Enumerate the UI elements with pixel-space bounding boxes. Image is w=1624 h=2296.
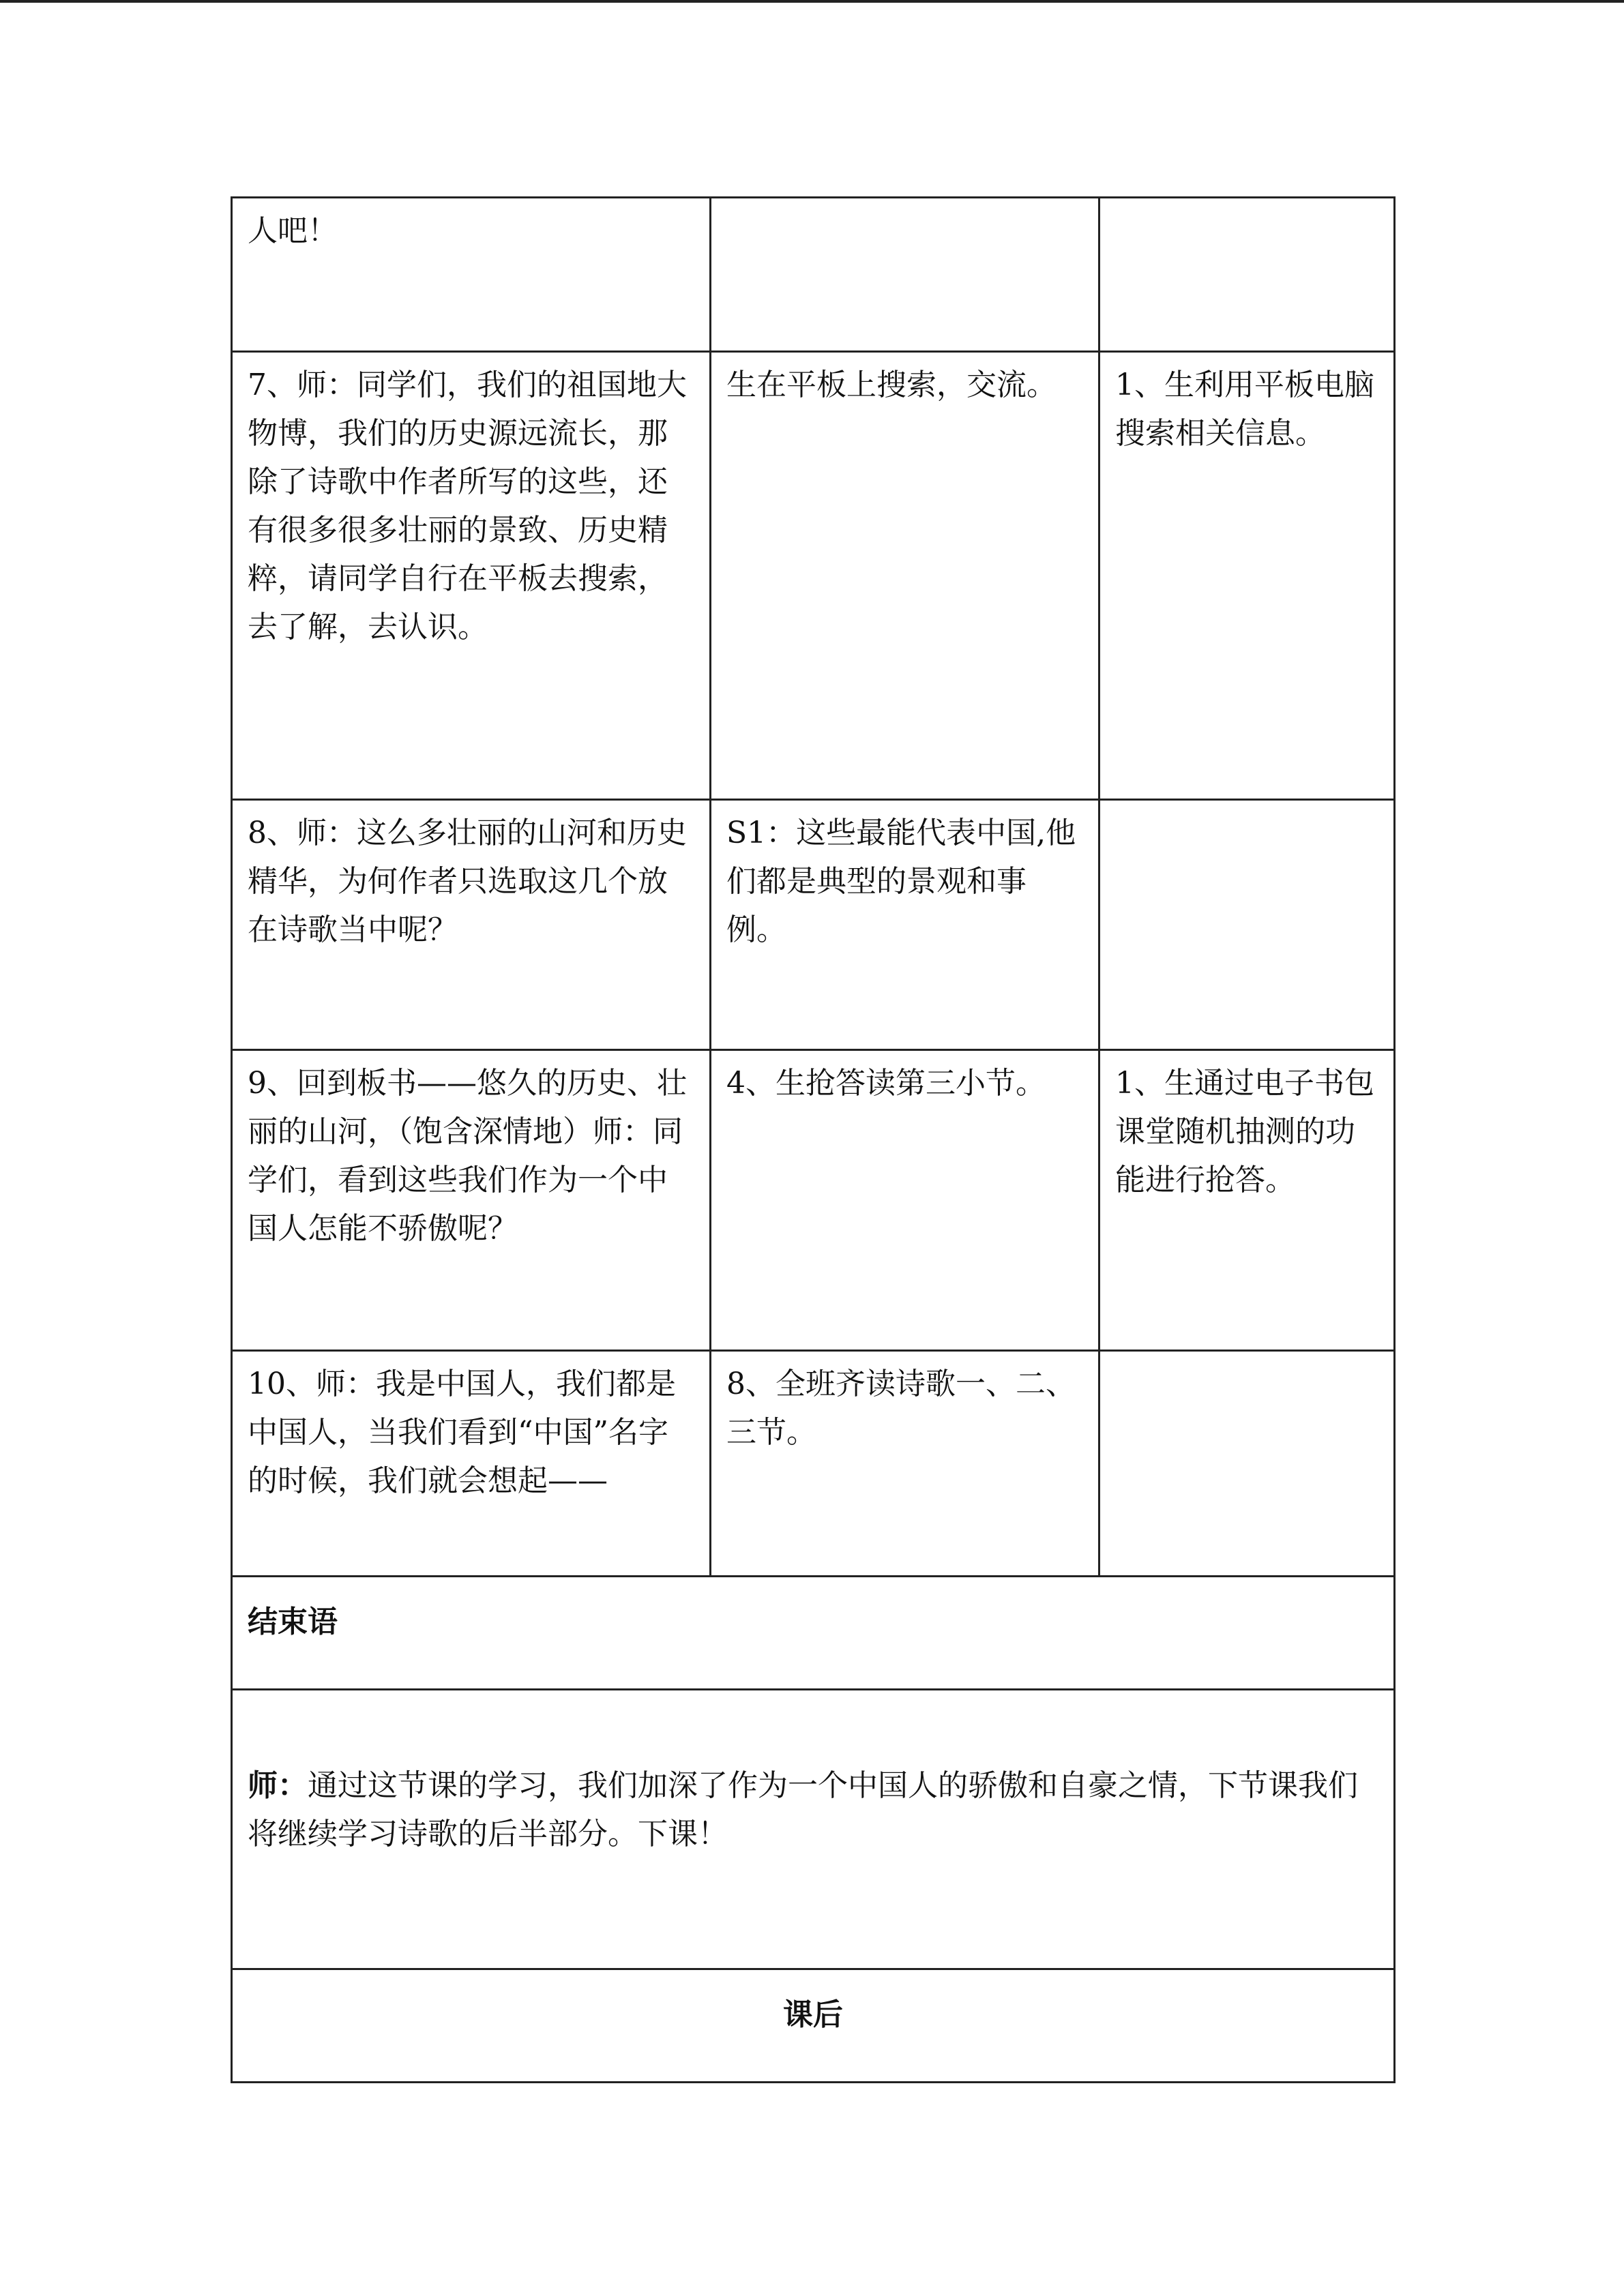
speaker-label: 师：: [248, 1768, 308, 1803]
tech-use-cell: 1、生利用平板电脑搜索相关信息。: [1099, 352, 1395, 800]
closing-heading: 结束语: [232, 1577, 1395, 1690]
teacher-activity-cell: 8、师：这么多壮丽的山河和历史精华，为何作者只选取这几个放在诗歌当中呢？: [232, 800, 711, 1050]
table-row: [232, 800, 1395, 1050]
student-activity-cell: [711, 198, 1099, 352]
after-class-row: [232, 1969, 1395, 2083]
student-activity-cell: 8、全班齐读诗歌一、二、三节。: [711, 1351, 1099, 1577]
table-row: [232, 1351, 1395, 1577]
tech-use-cell: [1099, 1351, 1395, 1577]
table-row: [232, 1050, 1395, 1351]
tech-use-cell: [1099, 800, 1395, 1050]
closing-text-row: [232, 1690, 1395, 1969]
tech-use-cell: [1099, 198, 1395, 352]
page-top-border: [0, 0, 1624, 3]
teacher-activity-cell: 7、师：同学们，我们的祖国地大物博，我们的历史源远流长，那除了诗歌中作者所写的这些，还有很多很多壮丽的景致、历史精粹，请同学自行在平板去搜索，去了解，去认识。: [232, 352, 711, 800]
teacher-activity-cell: 人吧！: [232, 198, 711, 352]
lesson-plan-table: [231, 196, 1396, 2083]
teacher-activity-cell: 9、回到板书——悠久的历史、壮丽的山河，（饱含深情地）师：同学们，看到这些我们作为一个中国人怎能不骄傲呢？: [232, 1050, 711, 1351]
tech-use-cell: 1、生通过电子书包课堂随机抽测的功能进行抢答。: [1099, 1050, 1395, 1351]
teacher-activity-cell: 10、师：我是中国人，我们都是中国人，当我们看到“中国”名字的时候，我们就会想起——: [232, 1351, 711, 1577]
table-row: [232, 352, 1395, 800]
student-activity-cell: S1：这些最能代表中国,他们都是典型的景观和事例。: [711, 800, 1099, 1050]
closing-heading-row: [232, 1577, 1395, 1690]
after-class-heading: 课后: [232, 1969, 1395, 2083]
student-activity-cell: 生在平板上搜索，交流。: [711, 352, 1099, 800]
closing-text-cell: [232, 1690, 1395, 1969]
closing-text: 通过这节课的学习，我们加深了作为一个中国人的骄傲和自豪之情，下节课我们将继续学习诗歌的后半部分。下课！: [248, 1768, 1358, 1851]
table-row: [232, 198, 1395, 352]
student-activity-cell: 4、生抢答读第三小节。: [711, 1050, 1099, 1351]
